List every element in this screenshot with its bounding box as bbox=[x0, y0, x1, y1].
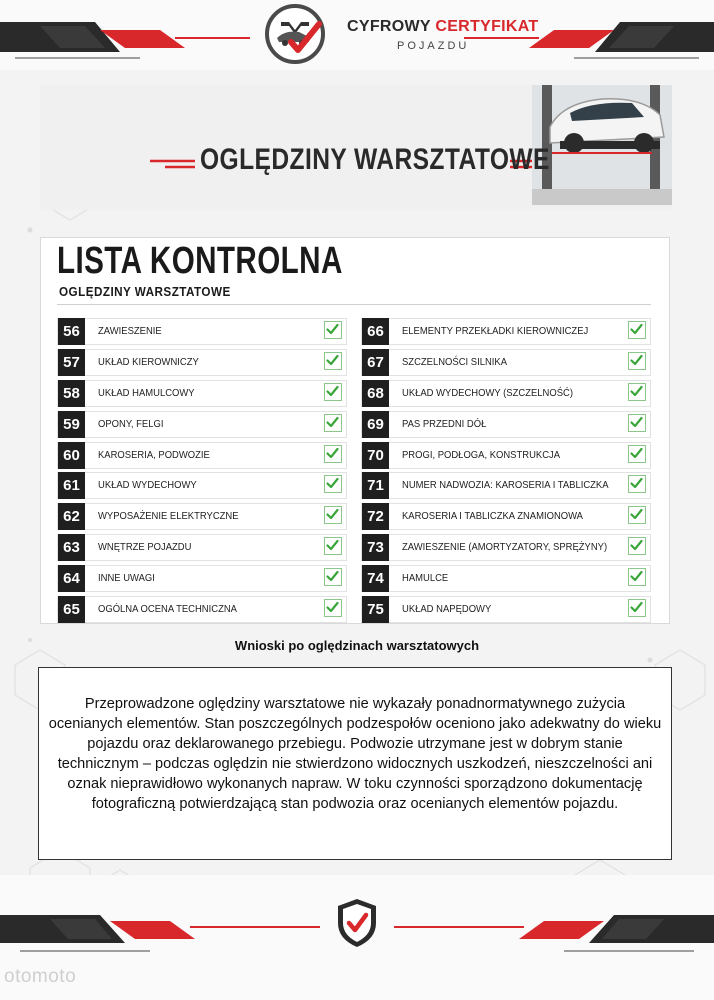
item-label: KAROSERIA I TABLICZKA ZNAMIONOWA bbox=[402, 510, 583, 523]
brand-name-part-2: CERTYFIKAT bbox=[435, 18, 539, 35]
brand-logo bbox=[265, 2, 539, 68]
item-label: SZCZELNOŚCI SILNIKA bbox=[402, 355, 508, 368]
checkmark-icon bbox=[324, 414, 342, 432]
car-on-lift-image bbox=[532, 85, 672, 205]
banner-title: OGLĘDZINY WARSZTATOWE bbox=[200, 143, 550, 176]
banner bbox=[40, 85, 672, 210]
item-number: 62 bbox=[58, 503, 85, 530]
checklist-item bbox=[57, 472, 347, 499]
item-number: 72 bbox=[362, 503, 389, 530]
checkmark-icon bbox=[628, 445, 646, 463]
checkmark-icon bbox=[628, 506, 646, 524]
checklist-column-left bbox=[57, 318, 347, 627]
checklist-item bbox=[361, 318, 651, 345]
item-label: OPONY, FELGI bbox=[98, 417, 164, 430]
checkmark-icon bbox=[628, 321, 646, 339]
item-label: PROGI, PODŁOGA, KONSTRUKCJA bbox=[402, 448, 561, 461]
item-label: ZAWIESZENIE (AMORTYZATORY, SPRĘŻYNY) bbox=[402, 541, 608, 554]
item-number: 57 bbox=[58, 349, 85, 376]
brand-name-part-1: CYFROWY bbox=[347, 18, 431, 35]
checkmark-icon bbox=[628, 568, 646, 586]
checklist-item bbox=[57, 380, 347, 407]
item-number: 66 bbox=[362, 318, 389, 345]
item-number: 58 bbox=[58, 380, 85, 407]
checkmark-icon bbox=[324, 506, 342, 524]
item-label: UKŁAD HAMULCOWY bbox=[98, 386, 195, 399]
checklist-item bbox=[57, 503, 347, 530]
checklist-item bbox=[57, 596, 347, 623]
checklist-item bbox=[361, 596, 651, 623]
checklist-item bbox=[57, 349, 347, 376]
checkmark-icon bbox=[324, 568, 342, 586]
item-number: 74 bbox=[362, 565, 389, 592]
checklist-item bbox=[361, 534, 651, 561]
checkmark-icon bbox=[628, 383, 646, 401]
checkmark-icon bbox=[324, 321, 342, 339]
item-number: 67 bbox=[362, 349, 389, 376]
shield-check-icon bbox=[335, 897, 379, 949]
checklist-item bbox=[361, 472, 651, 499]
checklist-item bbox=[361, 411, 651, 438]
item-label: UKŁAD WYDECHOWY (SZCZELNOŚĆ) bbox=[402, 386, 573, 399]
item-number: 59 bbox=[58, 411, 85, 438]
checklist-item bbox=[57, 565, 347, 592]
checkmark-icon bbox=[628, 599, 646, 617]
shield-car-check-icon bbox=[265, 2, 329, 66]
conclusions-text: Przeprowadzone oględziny warsztatowe nie wykazały ponadnormatywnego zużycia ocenianych elementów. Stan poszczególnych podzespołów oceniono jako adekwatny do wieku pojazdu oraz deklarowanego przebiegu. Podwozie utrzymane jest w dobrym stanie technicznym – podczas oględzin nie stwierdzono widocznych uszkodzeń, nieszczelności ani oznak nieprawidłowo wykonanych napraw. W toku czynności sporządzono dokumentację fotograficzną potwierdzającą stan podwozia oraz ocenianych elementów pojazdu. bbox=[48, 696, 662, 812]
item-number: 69 bbox=[362, 411, 389, 438]
brand-subtitle: POJAZDU bbox=[397, 40, 470, 52]
checklist-title: LISTA KONTROLNA bbox=[57, 240, 343, 282]
item-number: 63 bbox=[58, 534, 85, 561]
checklist-item bbox=[361, 380, 651, 407]
checklist-panel bbox=[40, 237, 670, 624]
item-label: OGÓLNA OCENA TECHNICZNA bbox=[98, 603, 237, 616]
checkmark-icon bbox=[324, 475, 342, 493]
checklist-subtitle: OGLĘDZINY WARSZTATOWE bbox=[59, 284, 231, 299]
conclusions-box bbox=[38, 667, 672, 860]
item-label: UKŁAD NAPĘDOWY bbox=[402, 603, 492, 616]
item-number: 56 bbox=[58, 318, 85, 345]
conclusions-title: Wnioski po oględzinach warsztatowych bbox=[234, 638, 480, 653]
checklist-item bbox=[57, 442, 347, 469]
item-number: 60 bbox=[58, 442, 85, 469]
item-number: 61 bbox=[58, 472, 85, 499]
watermark: otomoto bbox=[4, 966, 77, 987]
item-label: ELEMENTY PRZEKŁADKI KIEROWNICZEJ bbox=[402, 325, 589, 337]
checklist-item bbox=[57, 318, 347, 345]
item-label: NUMER NADWOZIA: KAROSERIA I TABLICZKA bbox=[402, 479, 609, 492]
checklist-column-right bbox=[361, 318, 651, 627]
checkmark-icon bbox=[324, 352, 342, 370]
item-number: 64 bbox=[58, 565, 85, 592]
checkmark-icon bbox=[324, 445, 342, 463]
checklist-item bbox=[361, 565, 651, 592]
checklist-item bbox=[57, 411, 347, 438]
item-number: 73 bbox=[362, 534, 389, 561]
item-label: INNE UWAGI bbox=[98, 572, 155, 585]
checkmark-icon bbox=[324, 383, 342, 401]
item-label: WYPOSAŻENIE ELEKTRYCZNE bbox=[98, 510, 239, 523]
header bbox=[0, 0, 714, 70]
brand-name bbox=[347, 18, 538, 36]
item-label: KAROSERIA, PODWOZIE bbox=[98, 448, 210, 461]
checkmark-icon bbox=[628, 414, 646, 432]
item-number: 70 bbox=[362, 442, 389, 469]
checklist-item bbox=[57, 534, 347, 561]
checklist-item bbox=[361, 442, 651, 469]
item-number: 75 bbox=[362, 596, 389, 623]
item-label: UKŁAD KIEROWNICZY bbox=[98, 355, 199, 368]
item-label: ZAWIESZENIE bbox=[98, 325, 162, 337]
item-label: HAMULCE bbox=[402, 572, 449, 585]
checkmark-icon bbox=[324, 537, 342, 555]
item-number: 68 bbox=[362, 380, 389, 407]
item-label: UKŁAD WYDECHOWY bbox=[98, 479, 197, 492]
item-number: 71 bbox=[362, 472, 389, 499]
item-number: 65 bbox=[58, 596, 85, 623]
footer bbox=[0, 875, 714, 1000]
checkmark-icon bbox=[324, 599, 342, 617]
checklist-item bbox=[361, 503, 651, 530]
checklist-item bbox=[361, 349, 651, 376]
checkmark-icon bbox=[628, 537, 646, 555]
checkmark-icon bbox=[628, 352, 646, 370]
item-label: PAS PRZEDNI DÓŁ bbox=[402, 417, 487, 430]
divider bbox=[57, 304, 651, 305]
checkmark-icon bbox=[628, 475, 646, 493]
item-label: WNĘTRZE POJAZDU bbox=[98, 541, 192, 554]
